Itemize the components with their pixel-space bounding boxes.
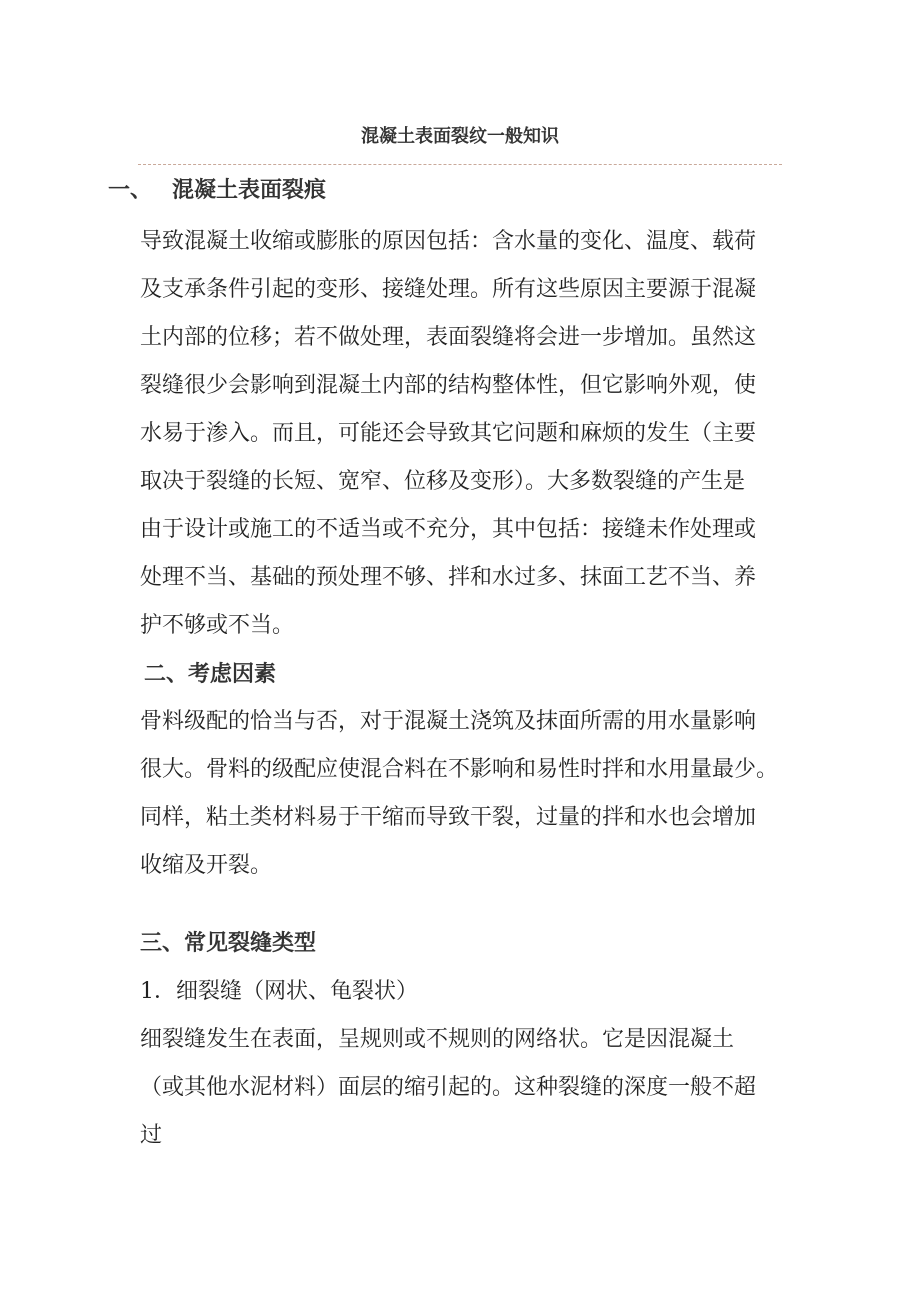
paragraph-line: 细裂缝发生在表面，呈规则或不规则的网络状。它是因混凝土 (140, 1027, 735, 1052)
paragraph-line: 收缩及开裂。 (140, 853, 273, 878)
paragraph-line: 处理不当、基础的预处理不够、拌和水过多、抹面工艺不当、养 (140, 565, 757, 590)
section-1-heading: 混凝土表面裂痕 (172, 177, 327, 203)
paragraph-line: 由于设计或施工的不适当或不充分，其中包括：接缝未作处理或 (140, 517, 757, 542)
document-title: 混凝土表面裂纹一般知识 (361, 126, 559, 147)
paragraph-line: 导致混凝土收缩或膨胀的原因包括：含水量的变化、温度、载荷 (140, 229, 757, 254)
paragraph-line: 及支承条件引起的变形、接缝处理。所有这些原因主要源于混凝 (140, 277, 757, 302)
section-3-heading: 三、常见裂缝类型 (140, 930, 317, 956)
paragraph-line: 土内部的位移；若不做处理，表面裂缝将会进一步增加。虽然这 (140, 325, 757, 350)
paragraph-line: 取决于裂缝的长短、宽窄、位移及变形）。大多数裂缝的产生是 (140, 469, 746, 494)
paragraph-line: 骨料级配的恰当与否，对于混凝土浇筑及抹面所需的用水量影响 (140, 709, 757, 734)
section-1-number: 一、 (108, 177, 153, 203)
section-3-subheading: 1．细裂缝（网状、龟裂状） (140, 979, 418, 1004)
paragraph-line: 裂缝很少会影响到混凝土内部的结构整体性，但它影响外观，使 (140, 373, 757, 398)
paragraph-line: 很大。骨料的级配应使混合料在不影响和易性时拌和水用量最少。 (140, 757, 779, 782)
paragraph-line: （或其他水泥材料）面层的缩引起的。这种裂缝的深度一般不超 (140, 1075, 757, 1100)
paragraph-line: 同样，粘土类材料易于干缩而导致干裂，过量的拌和水也会增加 (140, 805, 757, 830)
paragraph-line: 水易于渗入。而且，可能还会导致其它问题和麻烦的发生（主要 (140, 421, 757, 446)
section-2-heading: 二、考虑因素 (144, 661, 277, 687)
title-divider (138, 164, 782, 165)
paragraph-line: 护不够或不当。 (140, 613, 295, 638)
paragraph-line: 过 (140, 1123, 163, 1148)
